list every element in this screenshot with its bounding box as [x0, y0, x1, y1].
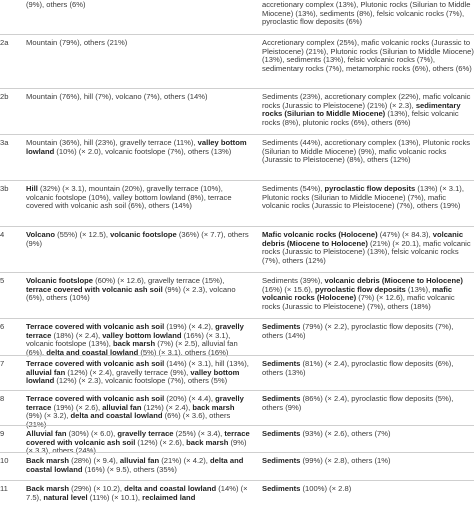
table-row [0, 425, 474, 456]
cell-text: (21%) (× 4.2), [159, 456, 211, 465]
geology-cell [262, 277, 474, 312]
cell-text: (29%) (× 10.2), [69, 484, 125, 493]
cell-text: (13%) (× 3.1), Plutonic rocks (Silurian to Middle Miocene) (7%), mafic volcanic rocks (Jurassic to Pleistocene) (7%), others (19%) [262, 184, 464, 211]
emphasized-term: Sediments [262, 429, 301, 438]
landform-cell [26, 1, 251, 10]
emphasized-term: valley bottom lowland [26, 367, 240, 386]
table-row [0, 0, 474, 34]
cell-text: (9%) (× 2.3), volcano (6%), others (10%) [26, 284, 236, 303]
cell-text: (30%) (× 6.0), [66, 429, 118, 438]
cell-text: (9%), others (6%) [26, 0, 86, 9]
table-row [0, 226, 474, 272]
geology-cell [262, 185, 474, 211]
cell-text: (47%) (× 84.3), [377, 230, 433, 239]
cell-text: accretionary complex (13%), Plutonic rocks (Silurian to Middle Miocene) (13%), sediments (8%), felsic volcanic rocks (7%), pyroclastic flow deposits (6%) [262, 0, 471, 27]
cell-text: (20%) (× 4.4), [164, 394, 216, 403]
emphasized-term: delta and coastal lowland [70, 411, 163, 421]
emphasized-term: pyroclastic flow deposits [324, 184, 416, 193]
emphasized-term: Volcano [26, 230, 55, 239]
landform-cell [26, 185, 251, 211]
emphasized-term: alluvial fan [26, 367, 66, 377]
geology-cell [262, 1, 474, 27]
cell-text: (18%) (× 2.4), [51, 330, 103, 340]
emphasized-term: valley bottom lowland [102, 330, 182, 340]
cell-text: (14%) (× 7.5), [26, 484, 248, 502]
emphasized-term: alluvial fan [119, 456, 160, 465]
cell-text: (5%) (× 3.1), others (16%) [138, 348, 229, 358]
table-row [0, 272, 474, 318]
row-id: 11 [0, 484, 8, 493]
cell-text: (6%) (× 3.6), others (21%) [26, 411, 231, 430]
emphasized-term: delta and coastal lowland [124, 484, 217, 493]
table-row [0, 390, 474, 430]
geology-cell [262, 485, 474, 494]
table-row [0, 180, 474, 226]
landform-cell [26, 485, 251, 502]
emphasized-term: Sediments [262, 359, 301, 368]
row-id: 7 [0, 359, 5, 368]
emphasized-term: Terrace covered with volcanic ash soil [26, 359, 165, 368]
geology-cell [262, 39, 474, 74]
geology-cell [262, 323, 474, 340]
emphasized-term: Back marsh [26, 484, 70, 493]
emphasized-term: Alluvial fan [26, 429, 67, 438]
geology-cell [262, 139, 474, 165]
emphasized-term: back marsh [192, 402, 235, 412]
emphasized-term: Back marsh [26, 456, 70, 465]
emphasized-term: gravelly terrace [26, 394, 244, 412]
cell-text: (9%) (× 3.2), [26, 411, 71, 421]
table-row [0, 480, 474, 511]
cell-text: (16%) (× 15.6), [262, 284, 315, 294]
landform-cell [26, 139, 251, 156]
cell-text: (11%) (× 10.1), [87, 492, 143, 502]
cell-text: (13%), [405, 284, 433, 294]
cell-text: (55%) (× 12.5), [54, 230, 111, 239]
cell-text: (100%) (× 2.8) [300, 484, 352, 493]
emphasized-term: Sediments [262, 456, 301, 465]
emphasized-term: reclaimed land [142, 492, 196, 502]
landform-cell [26, 39, 251, 48]
geology-cell [262, 395, 474, 412]
geology-cell [262, 457, 474, 466]
emphasized-term: delta and coastal lowland [26, 456, 244, 474]
emphasized-term: natural level [43, 492, 88, 502]
emphasized-term: volcanic debris (Miocene to Holocene) [262, 230, 464, 248]
cell-text: (19%) (× 2.6), [51, 402, 103, 412]
cell-text: Sediments (44%), accretionary complex (13%), Plutonic rocks (Silurian to Middle Miocene) (9%), mafic volcanic rocks (Jurassic to Pleistocene) (8%), others (12%) [262, 138, 471, 165]
row-id: 8 [0, 394, 5, 403]
emphasized-term: terrace covered with volcanic ash soil [26, 429, 250, 447]
row-id: 9 [0, 429, 5, 438]
row-id: 4 [0, 230, 5, 239]
emphasized-term: mafic volcanic rocks (Holocene) [262, 284, 453, 303]
table-row [0, 34, 474, 88]
landform-cell [26, 93, 251, 102]
emphasized-term: alluvial fan [102, 402, 142, 412]
emphasized-term: delta and coastal lowland [46, 348, 139, 358]
table-row [0, 134, 474, 180]
cell-text: (93%) (× 2.6), others (7%) [300, 429, 391, 438]
emphasized-term: sedimentary rocks (Silurian to Middle Miocene) [262, 100, 461, 119]
row-id: 2a [0, 38, 9, 47]
emphasized-term: Mafic volcanic rocks (Holocene) [262, 230, 378, 239]
cell-text: (7%) (× 12.6), mafic volcanic rocks (Jurassic to Pleistocene) (7%), others (18%) [262, 293, 455, 312]
cell-text: (28%) (× 9.4), [69, 456, 120, 465]
cell-text: Sediments (23%), accretionary complex (22%), mafic volcanic rocks (Jurassic to Pleistocene) (21%) (× 2.3), [262, 92, 471, 110]
emphasized-term: gravelly terrace [26, 322, 244, 340]
emphasized-term: gravelly terrace [117, 429, 174, 438]
geology-cell [262, 360, 474, 377]
cell-text: Sediments (39%), [262, 276, 325, 285]
emphasized-term: pyroclastic flow deposits [314, 284, 406, 294]
cell-text: (32%) (× 3.1), mountain (20%), gravelly terrace (10%), volcanic footslope (10%), valley bottom lowland (8%), terrace covered with volcanic ash soil (6%), others (14%) [26, 184, 232, 211]
geology-cell [262, 430, 474, 439]
emphasized-term: Sediments [262, 394, 301, 403]
cell-text: (81%) (× 2.4), pyroclastic flow deposits (6%), others (13%) [262, 359, 454, 377]
cell-text: (25%) (× 3.4), [173, 429, 225, 438]
cell-text: (86%) (× 2.4), pyroclastic flow deposits (5%), others (9%) [262, 394, 454, 412]
cell-text: Accretionary complex (25%), mafic volcanic rocks (Jurassic to Pleistocene) (21%), Plutonic rocks (Silurian to Middle Miocene) (13%), sediments (13%), felsic volcanic rocks (7%), sedimentary rocks (7%), metamorphic rocks (6%), others (6%) [262, 38, 474, 74]
row-id: 3a [0, 138, 9, 147]
cell-text: (14%) (× 3.1), hill (13%), [164, 359, 249, 368]
cell-text: (19%) (× 4.2), [164, 322, 216, 331]
emphasized-term: Sediments [262, 322, 301, 331]
landform-cell [26, 277, 251, 303]
cell-text: (21%) (× 20.1), mafic volcanic rocks (Jurassic to Pleistocene) (13%), felsic volcanic rocks (7%), others (12%) [262, 238, 471, 266]
emphasized-term: Sediments [262, 484, 301, 493]
emphasized-term: back marsh [112, 339, 156, 349]
cell-text: Mountain (36%), hill (23%), gravelly terrace (11%), [26, 138, 198, 147]
cell-text: (16%) (× 9.5), others (35%) [82, 464, 177, 474]
geology-cell [262, 93, 474, 128]
row-id: 10 [0, 456, 9, 465]
row-id: 5 [0, 276, 5, 285]
cell-text: (12%) (× 2.3), volcanic footslope (7%), others (5%) [54, 376, 228, 386]
emphasized-term: Hill [26, 184, 38, 193]
geology-cell [262, 231, 474, 266]
landform-cell [26, 231, 251, 248]
table-row [0, 318, 474, 358]
cell-text: (12%) (× 2.4), gravelly terrace (9%), [65, 367, 191, 377]
emphasized-term: back marsh [186, 437, 229, 447]
landform-cell [26, 360, 251, 386]
emphasized-term: Volcanic footslope [26, 276, 93, 285]
emphasized-term: volcanic debris (Miocene to Holocene) [324, 276, 463, 285]
cell-text: (7%) (× 2.5), alluvial fan (6%), [26, 339, 238, 358]
cell-text: (12%) (× 2.4), [141, 402, 193, 412]
emphasized-term: valley bottom lowland [26, 138, 247, 156]
table-row [0, 88, 474, 134]
cell-text: (13%), felsic volcanic rocks (8%), plutonic rocks (6%), others (6%) [262, 109, 459, 128]
row-id: 6 [0, 322, 5, 331]
row-id: 3b [0, 184, 9, 193]
landform-cell [26, 323, 251, 358]
emphasized-term: terrace covered with volcanic ash soil [26, 284, 163, 294]
emphasized-term: volcanic footslope [110, 230, 177, 239]
row-id: 2b [0, 92, 9, 101]
landform-cell [26, 457, 251, 474]
cell-text: Mountain (79%), others (21%) [26, 38, 128, 47]
cell-text: (9%) (× 3.3), others (24%) [26, 437, 247, 456]
cell-text: (60%) (× 12.6), gravelly terrace (15%), [92, 276, 225, 285]
emphasized-term: Terrace covered with volcanic ash soil [26, 394, 165, 403]
cell-text: (79%) (× 2.2), pyroclastic flow deposits (7%), others (14%) [262, 322, 454, 340]
cell-text: (12%) (× 2.6), [135, 437, 187, 447]
cell-text: (36%) (× 7.7), others (9%) [26, 230, 249, 248]
table-row [0, 452, 474, 480]
emphasized-term: Terrace covered with volcanic ash soil [26, 322, 165, 331]
cell-text: (16%) (× 3.1), volcanic footslope (13%), [26, 330, 231, 349]
cell-text: (99%) (× 2.8), others (1%) [300, 456, 391, 465]
cell-text: Sediments (54%), [262, 184, 325, 193]
cell-text: Mountain (76%), hill (7%), volcano (7%), others (14%) [26, 92, 208, 101]
table-row [0, 355, 474, 390]
cell-text: (10%) (× 2.0), volcanic footslope (7%), others (13%) [54, 146, 232, 156]
